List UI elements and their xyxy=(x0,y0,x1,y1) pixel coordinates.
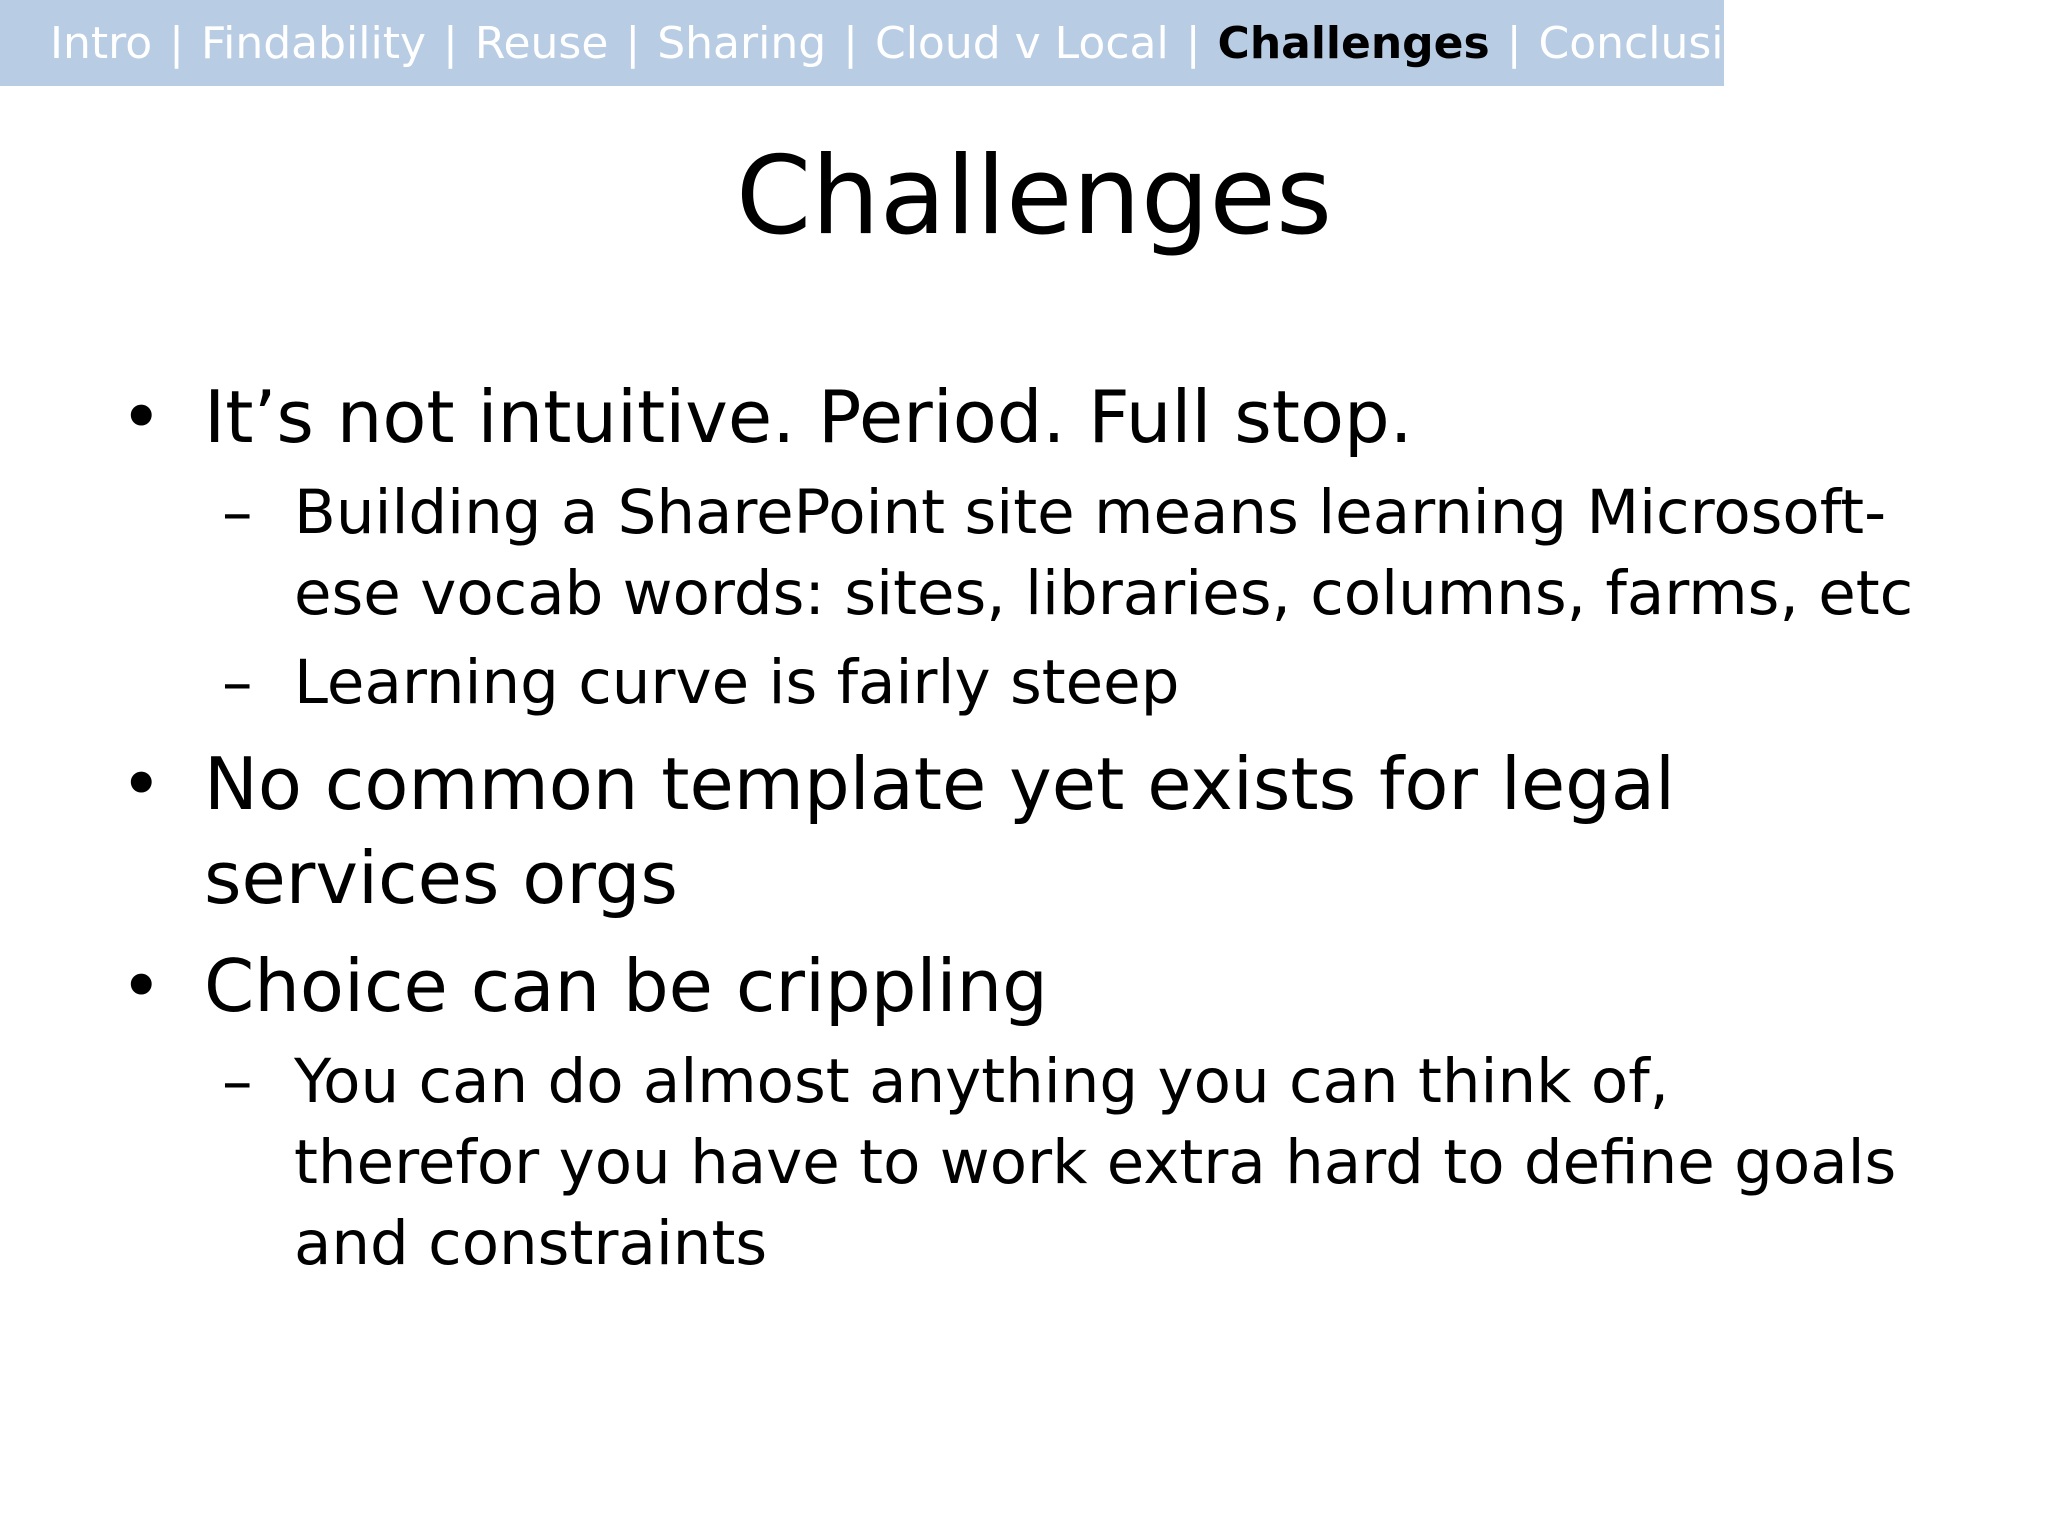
nav-separator: | xyxy=(1185,17,1201,69)
nav-separator: | xyxy=(169,17,184,69)
bullet-text: No common template yet exists for legal services orgs xyxy=(204,742,1676,920)
slide-title: Challenges xyxy=(735,134,1333,259)
bullet-item xyxy=(120,737,1920,925)
nav-separator: | xyxy=(843,17,858,69)
bullet-list xyxy=(120,370,1920,1284)
nav-item-sharing[interactable]: Sharing xyxy=(657,17,827,69)
sub-bullet-text: Learning curve is fairly steep xyxy=(294,647,1180,718)
sub-bullet-item xyxy=(120,642,1920,723)
nav-item-conclusion[interactable]: Conclusion xyxy=(1538,17,1779,69)
sub-bullet-item xyxy=(120,472,1920,634)
sub-bullet-marker: – xyxy=(222,1046,253,1117)
sub-bullet-item xyxy=(120,1041,1920,1284)
sub-bullet-text: Building a SharePoint site means learning Microsoft-ese vocab words: sites, libraries, columns, farms, etc xyxy=(294,477,1914,629)
nav-item-challenges[interactable]: Challenges xyxy=(1217,17,1490,69)
sub-bullet-marker: – xyxy=(222,647,253,718)
section-nav-bar xyxy=(0,0,1779,86)
nav-item-findability[interactable]: Findability xyxy=(201,17,427,69)
bullet-text: It’s not intuitive. Period. Full stop. xyxy=(204,375,1413,459)
nav-item-cloud-v-local[interactable]: Cloud v Local xyxy=(874,17,1169,69)
bullet-item xyxy=(120,939,1920,1033)
sub-bullet-marker: – xyxy=(222,477,253,548)
nav-separator: | xyxy=(1506,17,1522,69)
bullet-marker: • xyxy=(120,742,163,826)
nav-item-reuse[interactable]: Reuse xyxy=(474,17,609,69)
bullet-item xyxy=(120,370,1920,464)
nav-separator: | xyxy=(625,17,641,69)
bullet-marker: • xyxy=(120,375,163,459)
sub-bullet-text: You can do almost anything you can think of, therefor you have to work extra hard to define goals and constraints xyxy=(294,1046,1897,1279)
nav-item-intro[interactable]: Intro xyxy=(50,17,153,69)
bullet-marker: • xyxy=(120,944,163,1028)
bullet-text: Choice can be crippling xyxy=(204,944,1048,1028)
nav-separator: | xyxy=(443,17,458,69)
